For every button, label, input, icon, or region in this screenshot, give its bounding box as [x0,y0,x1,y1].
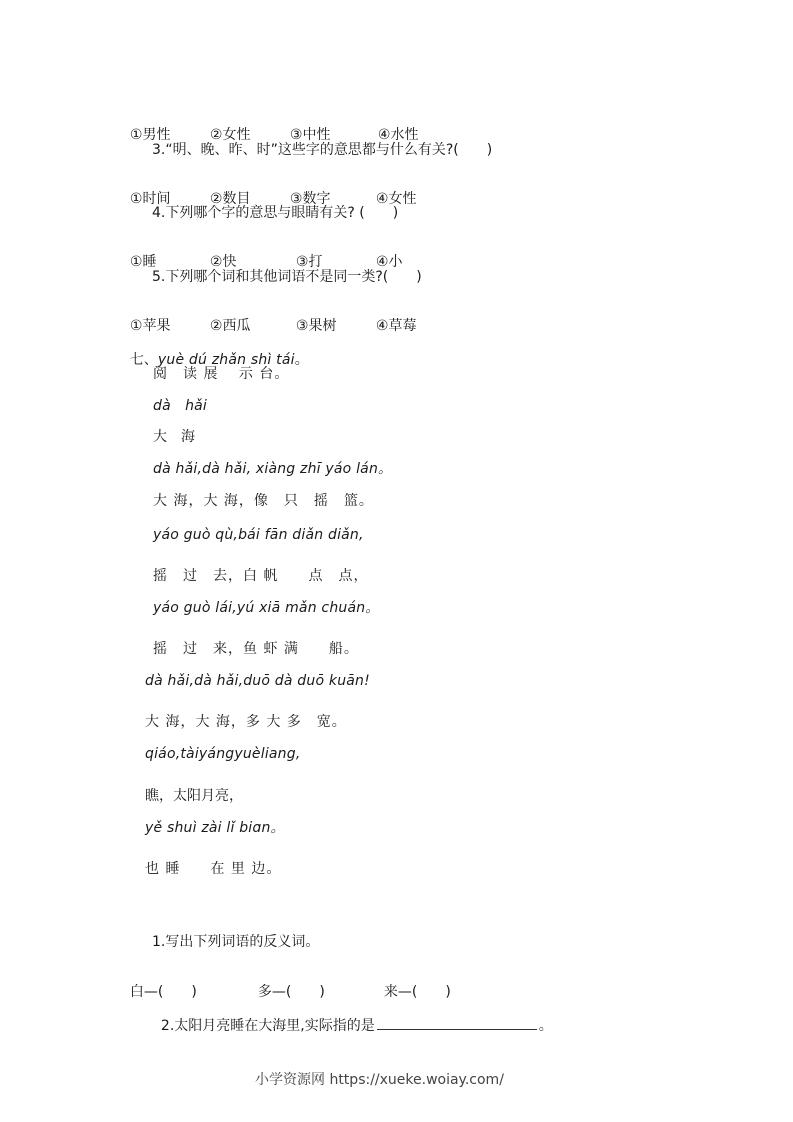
section-7-heading [121,333,309,369]
option: ①苹果 [129,318,171,334]
heading-pinyin: yuè dú zhǎn shì tái [157,352,295,368]
poem-line-1-pinyin: dà hǎi,dà hǎi, xiàng zhī yáo lán。 [153,461,393,477]
poem-title-pinyin: dà hǎi [153,398,208,414]
heading-punct: 。 [294,352,309,368]
option: ③中性 [289,127,331,143]
poem-line-6: 也 睡 在 里 边。 [145,861,282,877]
antonym-item: 多—( ) [257,984,325,1000]
q4-options [121,235,402,271]
option: ①男性 [129,127,171,143]
option: ②快 [209,254,237,270]
option: ③打 [295,254,323,270]
poem-line-5-pinyin: qiáo,tàiyángyuèliang, [145,746,301,762]
section-number: 七、 [129,352,158,368]
option: ④小 [375,254,403,270]
poem-line-5: 瞧，太阳月亮， [145,788,243,804]
option: ④女性 [375,191,417,207]
option: ①时间 [129,191,171,207]
sub-question-2-end: 。 [538,1018,553,1034]
poem-line-1: 大 海，大 海，像 只 摇 篮。 [153,493,374,509]
option: ②数目 [209,191,251,207]
q5-options [121,299,416,335]
antonym-item: 白—( ) [129,984,197,1000]
antonym-items [121,965,451,1001]
question-3: 3.“明、晚、昨、时”这些字的意思都与什么有关?( ) [152,142,493,158]
q2-options [121,108,418,144]
option: ④草莓 [375,318,417,334]
antonym-item: 来—( ) [383,984,451,1000]
option: ②西瓜 [209,318,251,334]
poem-line-3-pinyin: yáo guò lái,yú xiā mǎn chuán。 [153,600,380,616]
footer-source: 小学资源网 https://xueke.woiay.com/ [255,1072,504,1088]
poem-title: 大 海 [153,429,195,445]
poem-line-2: 摇 过 去，白 帆 点 点， [153,568,369,584]
q3-options [121,172,416,208]
sub-question-2 [152,997,553,1035]
poem-line-4-pinyin: dà hǎi,dà hǎi,duō dà duō kuān! [145,673,370,689]
poem-line-3: 摇 过 来，鱼 虾 满 船。 [153,641,359,657]
option: ①睡 [129,254,157,270]
answer-blank[interactable] [377,1015,537,1030]
poem-line-2-pinyin: yáo guò qù,bái fān diǎn diǎn, [153,527,364,543]
poem-line-4: 大 海，大 海，多 大 多 宽。 [145,714,347,730]
question-5: 5.下列哪个词和其他词语不是同一类?( ) [152,269,422,285]
poem-line-6-pinyin: yě shuì zài lǐ biɑn。 [145,820,285,836]
option: ②女性 [209,127,251,143]
heading-hanzi: 阅 读 展 示 台。 [153,366,290,382]
option: ④水性 [377,127,419,143]
sub-question-2-text: 2.太阳月亮睡在大海里,实际指的是 [160,1018,375,1034]
sub-question-1: 1.写出下列词语的反义词。 [152,934,320,950]
option: ③数字 [289,191,331,207]
option: ③果树 [295,318,337,334]
question-4: 4.下列哪个字的意思与眼睛有关? ( ) [152,205,399,221]
